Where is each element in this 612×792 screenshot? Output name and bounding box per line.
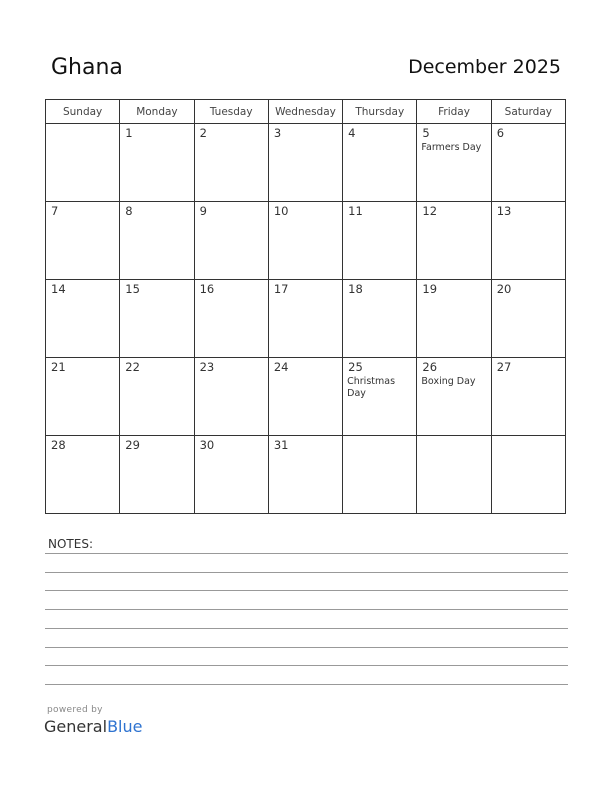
weekday-header: Friday <box>417 100 491 124</box>
day-cell <box>491 202 565 280</box>
note-line <box>45 665 568 666</box>
day-cell <box>343 436 417 514</box>
day-cell <box>417 436 491 514</box>
day-cell <box>343 358 417 436</box>
day-number: 27 <box>496 360 512 374</box>
day-number: 14 <box>51 282 66 296</box>
day-cell <box>194 202 268 280</box>
calendar-grid <box>45 99 566 514</box>
day-cell <box>417 280 491 358</box>
weekday-header: Monday <box>120 100 194 124</box>
day-number: 29 <box>125 438 140 452</box>
day-cell <box>268 358 342 436</box>
note-line <box>45 553 568 554</box>
day-cell <box>120 202 194 280</box>
note-line <box>45 609 568 610</box>
day-number: 9 <box>199 204 207 218</box>
day-number: 24 <box>273 360 289 374</box>
weekday-header: Thursday <box>343 100 417 124</box>
day-cell <box>417 124 491 202</box>
day-number: 15 <box>125 282 140 296</box>
day-number: 10 <box>273 204 289 218</box>
week-row <box>46 436 566 514</box>
day-number: 8 <box>125 204 133 218</box>
day-cell <box>417 202 491 280</box>
day-cell <box>194 358 268 436</box>
day-cell <box>46 202 120 280</box>
generalblue-logo <box>44 717 142 736</box>
day-number: 19 <box>422 282 438 296</box>
note-line <box>45 684 568 685</box>
weekday-header-row <box>46 100 566 124</box>
powered-by-text: powered by <box>47 705 103 715</box>
week-row <box>46 202 566 280</box>
day-number: 30 <box>199 438 215 452</box>
day-cell <box>120 280 194 358</box>
note-line <box>45 628 568 629</box>
week-row <box>46 358 566 436</box>
note-line <box>45 647 568 648</box>
day-number: 23 <box>199 360 215 374</box>
day-number: 21 <box>51 360 66 374</box>
day-cell <box>343 202 417 280</box>
holiday-label: Farmers Day <box>421 142 482 153</box>
day-cell <box>120 436 194 514</box>
day-cell <box>120 124 194 202</box>
month-year-title: December 2025 <box>408 56 561 78</box>
country-title: Ghana <box>51 55 123 80</box>
weekday-header: Saturday <box>491 100 565 124</box>
note-line <box>45 590 568 591</box>
day-number: 28 <box>51 438 66 452</box>
day-cell <box>46 280 120 358</box>
day-number: 3 <box>273 126 282 140</box>
day-number: 17 <box>273 282 289 296</box>
day-number: 7 <box>51 204 59 218</box>
day-cell <box>268 202 342 280</box>
day-number: 11 <box>348 204 363 218</box>
day-number: 6 <box>496 126 505 140</box>
day-number: 31 <box>273 438 289 452</box>
day-number: 26 <box>422 360 438 374</box>
day-cell <box>268 124 342 202</box>
holiday-label: Boxing Day <box>421 376 476 387</box>
day-cell <box>491 436 565 514</box>
notes-label: NOTES: <box>48 537 93 551</box>
weekday-header: Tuesday <box>194 100 268 124</box>
day-cell <box>343 124 417 202</box>
day-number: 1 <box>125 126 133 140</box>
day-cell <box>417 358 491 436</box>
day-cell <box>343 280 417 358</box>
day-cell <box>120 358 194 436</box>
brand-blue: Blue <box>107 717 143 736</box>
day-cell <box>46 436 120 514</box>
week-row <box>46 280 566 358</box>
note-line <box>45 572 568 573</box>
day-number: 2 <box>199 126 207 140</box>
day-number: 13 <box>496 204 512 218</box>
weekday-header: Sunday <box>46 100 120 124</box>
day-cell <box>194 280 268 358</box>
day-cell <box>491 358 565 436</box>
day-cell <box>194 124 268 202</box>
day-cell <box>491 280 565 358</box>
day-cell <box>46 124 120 202</box>
holiday-label: Christmas Day <box>347 376 396 399</box>
day-number: 5 <box>422 126 430 140</box>
weekday-header: Wednesday <box>268 100 342 124</box>
day-number: 18 <box>348 282 363 296</box>
day-cell <box>491 124 565 202</box>
day-number: 4 <box>348 126 356 140</box>
day-cell <box>268 280 342 358</box>
brand-general: General <box>44 717 108 736</box>
day-cell <box>194 436 268 514</box>
day-cell <box>46 358 120 436</box>
day-number: 22 <box>125 360 140 374</box>
day-number: 20 <box>496 282 512 296</box>
week-row <box>46 124 566 202</box>
day-number: 16 <box>199 282 215 296</box>
day-cell <box>268 436 342 514</box>
day-number: 25 <box>348 360 363 374</box>
day-number: 12 <box>422 204 438 218</box>
